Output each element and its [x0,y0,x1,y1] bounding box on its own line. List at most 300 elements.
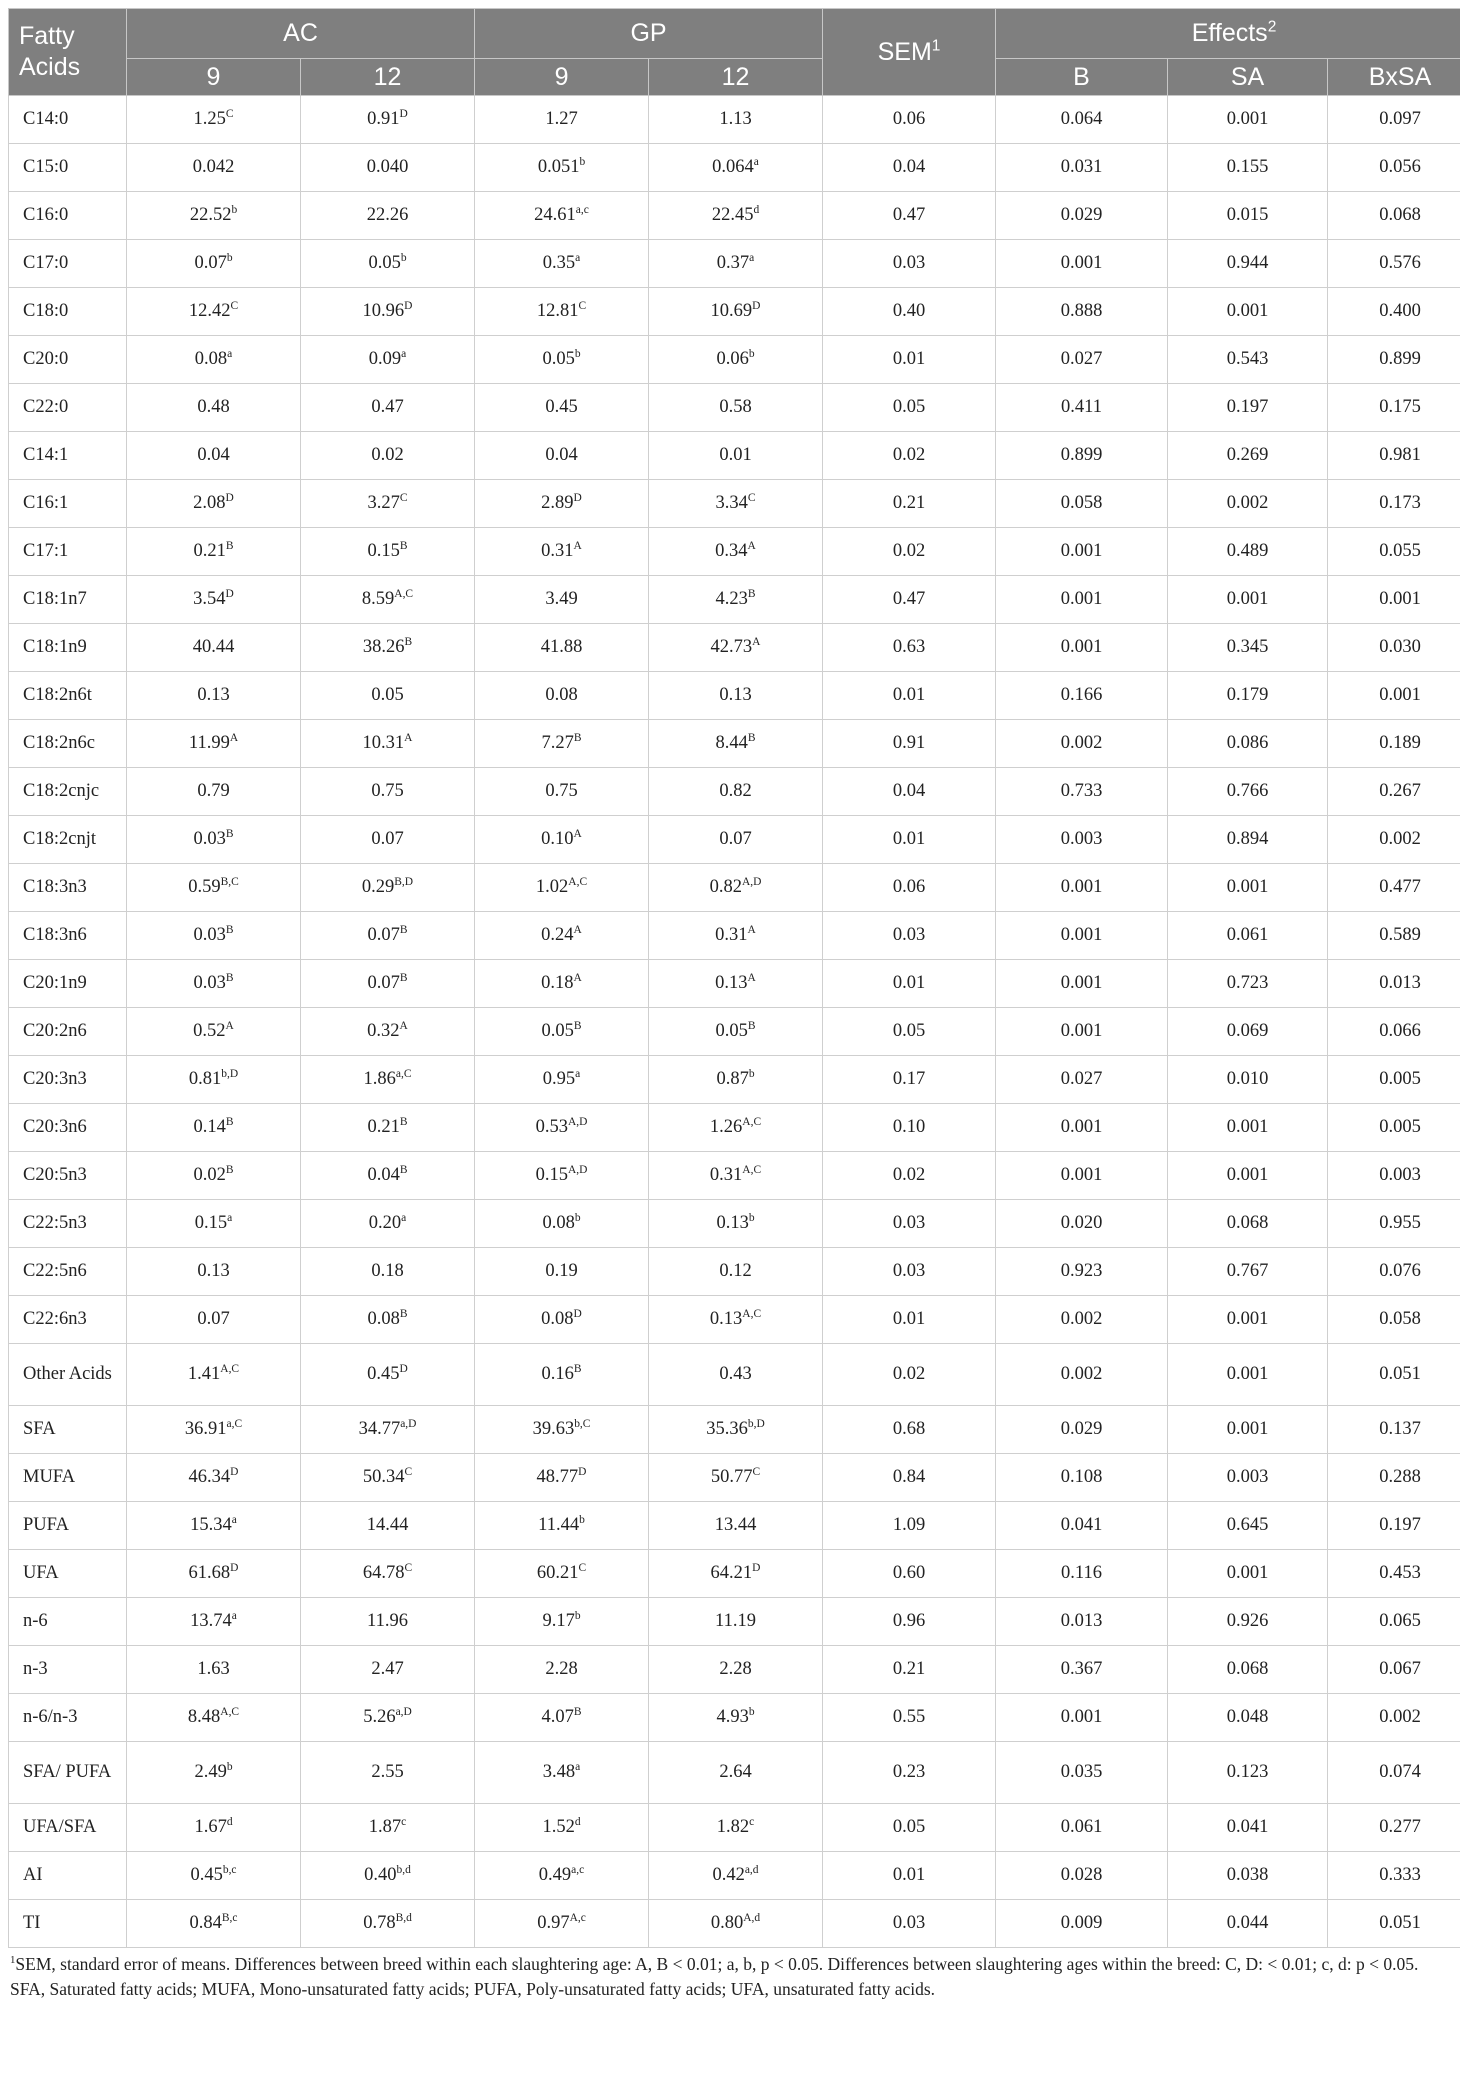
cell-sem: 0.40 [823,288,996,336]
significance-letters: B [747,587,756,600]
cell-ac12 [301,1406,475,1454]
cell-bxsa: 0.066 [1328,1008,1460,1056]
cell-value: 7.27 [541,733,574,753]
cell-value: 5.26 [363,1707,396,1727]
cell-value: 13.44 [714,1515,757,1535]
cell-bxsa: 0.001 [1328,672,1460,720]
significance-letters: b,C [574,1417,591,1430]
cell-b: 0.888 [996,288,1168,336]
fatty-acid-name: C18:2n6c [9,720,127,768]
cell-value: 38.26 [362,637,405,657]
cell-bxsa: 0.400 [1328,288,1460,336]
cell-b: 0.027 [996,1056,1168,1104]
cell-ac12 [301,1200,475,1248]
cell-sa: 0.038 [1168,1852,1328,1900]
cell-bxsa: 0.277 [1328,1804,1460,1852]
header-effect-sa: SA [1168,59,1328,96]
fatty-acid-name: C18:0 [9,288,127,336]
cell-gp12 [649,336,823,384]
cell-ac12 [301,960,475,1008]
fatty-acid-name: TI [9,1900,127,1948]
fatty-acid-name: C20:1n9 [9,960,127,1008]
cell-value: 1.63 [197,1659,230,1679]
cell-gp9 [475,1296,649,1344]
cell-sa: 0.002 [1168,480,1328,528]
significance-letters: D [752,1561,761,1574]
significance-letters: A,C [742,1307,762,1320]
significance-letters: a [575,251,581,264]
cell-bxsa: 0.068 [1328,192,1460,240]
cell-value: 0.05 [371,685,404,705]
cell-value: 1.67 [194,1817,227,1837]
header-group-ac: AC [127,9,475,59]
cell-bxsa: 0.899 [1328,336,1460,384]
cell-b: 0.058 [996,480,1168,528]
table-row [9,1852,1460,1900]
cell-value: 0.75 [545,781,578,801]
cell-ac9 [127,1200,301,1248]
cell-ac12 [301,576,475,624]
fatty-acid-name: C22:5n3 [9,1200,127,1248]
cell-value: 0.78 [363,1913,396,1933]
cell-value: 1.02 [535,877,569,897]
significance-letters: A [747,971,756,984]
cell-gp12 [649,720,823,768]
cell-sem: 0.02 [823,528,996,576]
significance-letters: A,c [569,1911,586,1924]
cell-ac9 [127,1646,301,1694]
cell-sa: 0.001 [1168,1406,1328,1454]
cell-bxsa: 0.074 [1328,1742,1460,1804]
cell-value: 34.77 [358,1419,401,1439]
fatty-acid-name: C18:2cnjc [9,768,127,816]
header-effect-bxsa: BxSA [1328,59,1460,96]
cell-bxsa: 0.175 [1328,384,1460,432]
table-header [9,9,1460,96]
significance-letters: a [401,1211,407,1224]
cell-value: 41.88 [540,637,583,657]
significance-letters: C [752,1465,761,1478]
table-row [9,144,1460,192]
footnote-abbreviations: SFA, Saturated fatty acids; MUFA, Mono-unsaturated fatty acids; PUFA, Poly-unsaturated fatty acids; UFA, unsaturated fatty acids. [10,1979,936,1999]
significance-letters: B [399,971,408,984]
cell-ac12 [301,1694,475,1742]
cell-gp12 [649,672,823,720]
cell-sa: 0.001 [1168,864,1328,912]
significance-letters: a,d [744,1863,759,1876]
cell-b: 0.027 [996,336,1168,384]
significance-letters: B [404,635,413,648]
significance-letters: A,D [567,1115,588,1128]
cell-bxsa: 0.058 [1328,1296,1460,1344]
significance-letters: C [230,299,239,312]
cell-value: 0.12 [719,1261,752,1281]
cell-gp9 [475,96,649,144]
cell-value: 0.31 [541,541,574,561]
cell-value: 11.44 [538,1515,580,1535]
cell-b: 0.411 [996,384,1168,432]
cell-value: 22.26 [366,205,409,225]
cell-sem: 0.10 [823,1104,996,1152]
significance-letters: a,c [571,1863,585,1876]
fatty-acid-name: AI [9,1852,127,1900]
cell-sa: 0.767 [1168,1248,1328,1296]
cell-value: 0.042 [192,157,235,177]
cell-ac12 [301,240,475,288]
significance-letters: a [575,1760,581,1773]
footnote-mark: 1 [10,1954,16,1967]
significance-letters: D [225,587,234,600]
fatty-acid-name: PUFA [9,1502,127,1550]
cell-value: 0.02 [371,445,404,465]
cell-bxsa: 0.005 [1328,1104,1460,1152]
cell-sem: 0.01 [823,960,996,1008]
cell-sa: 0.894 [1168,816,1328,864]
cell-bxsa: 0.056 [1328,144,1460,192]
cell-bxsa: 0.067 [1328,1646,1460,1694]
cell-gp9 [475,672,649,720]
cell-b: 0.001 [996,576,1168,624]
cell-ac9 [127,96,301,144]
significance-letters: b [579,155,586,168]
fatty-acid-name: C17:1 [9,528,127,576]
cell-value: 12.42 [188,301,231,321]
cell-gp12 [649,480,823,528]
cell-ac9 [127,1900,301,1948]
cell-value: 0.08 [367,1309,400,1329]
cell-value: 22.45 [711,205,754,225]
cell-b: 0.001 [996,1008,1168,1056]
cell-value: 0.07 [371,829,404,849]
cell-value: 2.28 [719,1659,752,1679]
cell-gp9 [475,816,649,864]
cell-ac9 [127,624,301,672]
significance-letters: B,c [221,1911,238,1924]
cell-value: 0.87 [716,1069,749,1089]
significance-letters: C [404,1561,413,1574]
cell-gp12 [649,624,823,672]
significance-letters: B [225,1115,234,1128]
significance-letters: A,D [741,875,762,888]
cell-ac9 [127,1742,301,1804]
cell-gp9 [475,864,649,912]
cell-value: 0.21 [193,541,226,561]
header-sem [823,9,996,96]
significance-letters: B [399,1307,408,1320]
cell-sem: 0.01 [823,1852,996,1900]
fatty-acid-name: C16:1 [9,480,127,528]
cell-value: 2.49 [194,1762,227,1782]
fatty-acid-name: Other Acids [9,1344,127,1406]
cell-b: 0.031 [996,144,1168,192]
cell-b: 0.899 [996,432,1168,480]
significance-letters: D [399,1362,408,1375]
cell-value: 4.23 [715,589,748,609]
cell-sa: 0.044 [1168,1900,1328,1948]
table-footnotes [8,1952,1452,2002]
cell-gp12 [649,1296,823,1344]
cell-bxsa: 0.197 [1328,1502,1460,1550]
cell-value: 2.08 [193,493,226,513]
cell-b: 0.116 [996,1550,1168,1598]
significance-letters: C [404,1465,413,1478]
cell-value: 1.25 [193,109,226,129]
cell-value: 12.81 [536,301,579,321]
cell-gp12 [649,1008,823,1056]
cell-value: 0.31 [709,1165,743,1185]
significance-letters: B [573,1362,582,1375]
significance-letters: C [578,1561,587,1574]
cell-sa: 0.069 [1168,1008,1328,1056]
cell-value: 0.37 [716,253,750,273]
significance-letters: B,C [220,875,239,888]
cell-value: 61.68 [188,1563,231,1583]
cell-gp12 [649,96,823,144]
fatty-acid-name: n-6 [9,1598,127,1646]
cell-value: 0.53 [535,1117,568,1137]
cell-b: 0.029 [996,1406,1168,1454]
cell-value: 0.15 [194,1213,228,1233]
cell-value: 0.48 [197,397,230,417]
significance-letters: b,c [222,1863,237,1876]
cell-sa: 0.489 [1168,528,1328,576]
cell-ac9 [127,480,301,528]
table-row [9,576,1460,624]
cell-value: 0.59 [188,877,221,897]
significance-letters: B [225,1163,234,1176]
significance-letters: b [400,251,407,264]
cell-value: 60.21 [536,1563,579,1583]
cell-ac12 [301,192,475,240]
header-effects-footnote-mark: 2 [1267,18,1277,36]
cell-gp9 [475,1598,649,1646]
cell-value: 1.41 [187,1364,221,1384]
table-row [9,1152,1460,1200]
cell-value: 0.84 [189,1913,222,1933]
cell-value: 0.15 [535,1165,568,1185]
cell-b: 0.001 [996,1104,1168,1152]
footnote-sem [10,1952,1452,1977]
significance-letters: B [399,1163,408,1176]
header-effects [996,9,1460,59]
significance-letters: B [747,731,756,744]
cell-sa: 0.068 [1168,1646,1328,1694]
significance-letters: A [399,1019,408,1032]
cell-sa: 0.001 [1168,96,1328,144]
cell-ac9 [127,816,301,864]
significance-letters: D [573,1307,582,1320]
significance-letters: b,D [221,1067,239,1080]
table-row [9,1598,1460,1646]
cell-b: 0.108 [996,1454,1168,1502]
cell-ac9 [127,1406,301,1454]
cell-bxsa: 0.005 [1328,1056,1460,1104]
cell-sem: 0.01 [823,672,996,720]
cell-value: 0.06 [716,349,749,369]
table-row [9,816,1460,864]
significance-letters: A,C [568,875,588,888]
cell-sem: 0.04 [823,144,996,192]
fatty-acid-name: SFA [9,1406,127,1454]
cell-ac12 [301,816,475,864]
cell-gp12 [649,1646,823,1694]
cell-sa: 0.001 [1168,576,1328,624]
cell-gp9 [475,768,649,816]
cell-value: 10.96 [362,301,405,321]
cell-gp9 [475,1056,649,1104]
table-row [9,96,1460,144]
cell-value: 0.45 [190,1865,223,1885]
cell-sem: 0.21 [823,1646,996,1694]
cell-value: 4.93 [716,1707,749,1727]
cell-value: 0.03 [193,925,226,945]
header-effects-label: Effects [1191,19,1268,47]
cell-value: 2.47 [371,1659,404,1679]
cell-value: 10.69 [710,301,753,321]
cell-b: 0.001 [996,1694,1168,1742]
significance-letters: A [404,731,413,744]
cell-value: 8.48 [187,1707,221,1727]
significance-letters: A [573,971,582,984]
table-row [9,1406,1460,1454]
cell-ac9 [127,1852,301,1900]
cell-value: 0.43 [719,1364,752,1384]
table-row [9,1694,1460,1742]
table-row [9,528,1460,576]
table-body [9,96,1460,1948]
cell-sa: 0.944 [1168,240,1328,288]
cell-sem: 0.03 [823,1248,996,1296]
cell-sa: 0.041 [1168,1804,1328,1852]
cell-gp12 [649,1056,823,1104]
cell-gp9 [475,384,649,432]
cell-sa: 0.001 [1168,1104,1328,1152]
cell-sa: 0.197 [1168,384,1328,432]
cell-value: 0.18 [541,973,574,993]
cell-sem: 0.47 [823,576,996,624]
cell-value: 24.61 [534,205,576,225]
cell-sem: 0.17 [823,1056,996,1104]
significance-letters: D [404,299,413,312]
cell-sa: 0.269 [1168,432,1328,480]
fatty-acid-name: UFA/SFA [9,1804,127,1852]
cell-value: 1.52 [542,1817,575,1837]
significance-letters: b [748,1705,755,1718]
cell-value: 0.07 [719,829,752,849]
cell-value: 3.48 [542,1762,576,1782]
cell-bxsa: 0.076 [1328,1248,1460,1296]
cell-gp12 [649,528,823,576]
header-gp-age-9: 9 [475,59,649,96]
cell-value: 0.07 [197,1309,230,1329]
fatty-acid-name: n-3 [9,1646,127,1694]
cell-gp12 [649,1694,823,1742]
cell-gp9 [475,288,649,336]
cell-ac9 [127,912,301,960]
cell-value: 0.08 [194,349,228,369]
table-row [9,1804,1460,1852]
cell-ac9 [127,576,301,624]
cell-value: 3.27 [367,493,400,513]
table-row [9,672,1460,720]
cell-value: 0.95 [542,1069,576,1089]
cell-ac12 [301,1008,475,1056]
cell-value: 0.82 [709,877,742,897]
cell-value: 0.08 [541,1309,574,1329]
fatty-acid-name: C22:0 [9,384,127,432]
significance-letters: b [748,1067,755,1080]
significance-letters: C [578,299,587,312]
significance-letters: a,C [395,1067,412,1080]
cell-value: 13.74 [190,1611,232,1631]
cell-b: 0.041 [996,1502,1168,1550]
cell-ac12 [301,432,475,480]
cell-gp12 [649,1344,823,1406]
cell-value: 1.13 [719,109,752,129]
cell-b: 0.028 [996,1852,1168,1900]
cell-value: 39.63 [532,1419,575,1439]
cell-ac9 [127,432,301,480]
cell-sa: 0.068 [1168,1200,1328,1248]
fatty-acid-name: C18:3n6 [9,912,127,960]
cell-gp12 [649,1742,823,1804]
significance-letters: A [229,731,239,744]
cell-ac12 [301,528,475,576]
cell-b: 0.001 [996,912,1168,960]
cell-sem: 0.06 [823,96,996,144]
cell-sem: 0.06 [823,864,996,912]
cell-sem: 0.05 [823,384,996,432]
cell-value: 0.16 [541,1364,574,1384]
cell-value: 0.21 [367,1117,400,1137]
cell-ac12 [301,720,475,768]
cell-ac9 [127,384,301,432]
cell-b: 0.923 [996,1248,1168,1296]
significance-letters: a,D [395,1705,412,1718]
cell-sa: 0.086 [1168,720,1328,768]
significance-letters: A,d [743,1911,761,1924]
cell-value: 0.81 [188,1069,222,1089]
significance-letters: a,D [400,1417,417,1430]
cell-ac9 [127,864,301,912]
cell-value: 2.64 [719,1762,752,1782]
cell-gp12 [649,1598,823,1646]
significance-letters: D [573,491,582,504]
cell-value: 50.77 [710,1467,753,1487]
cell-sa: 0.001 [1168,1550,1328,1598]
cell-value: 0.13 [715,973,748,993]
cell-value: 0.13 [197,1261,230,1281]
cell-bxsa: 0.981 [1328,432,1460,480]
cell-sem: 0.01 [823,1296,996,1344]
cell-ac9 [127,1056,301,1104]
cell-ac9 [127,672,301,720]
significance-letters: b [574,1211,581,1224]
cell-value: 0.15 [367,541,400,561]
cell-ac12 [301,288,475,336]
cell-sem: 0.84 [823,1454,996,1502]
cell-value: 36.91 [184,1419,227,1439]
cell-value: 50.34 [362,1467,405,1487]
cell-bxsa: 0.055 [1328,528,1460,576]
significance-letters: b [231,203,238,216]
fatty-acid-name: C18:2cnjt [9,816,127,864]
cell-gp9 [475,1900,649,1948]
significance-letters: B [225,539,234,552]
significance-letters: a [749,251,755,264]
significance-letters: d [574,1815,581,1828]
cell-b: 0.002 [996,1296,1168,1344]
